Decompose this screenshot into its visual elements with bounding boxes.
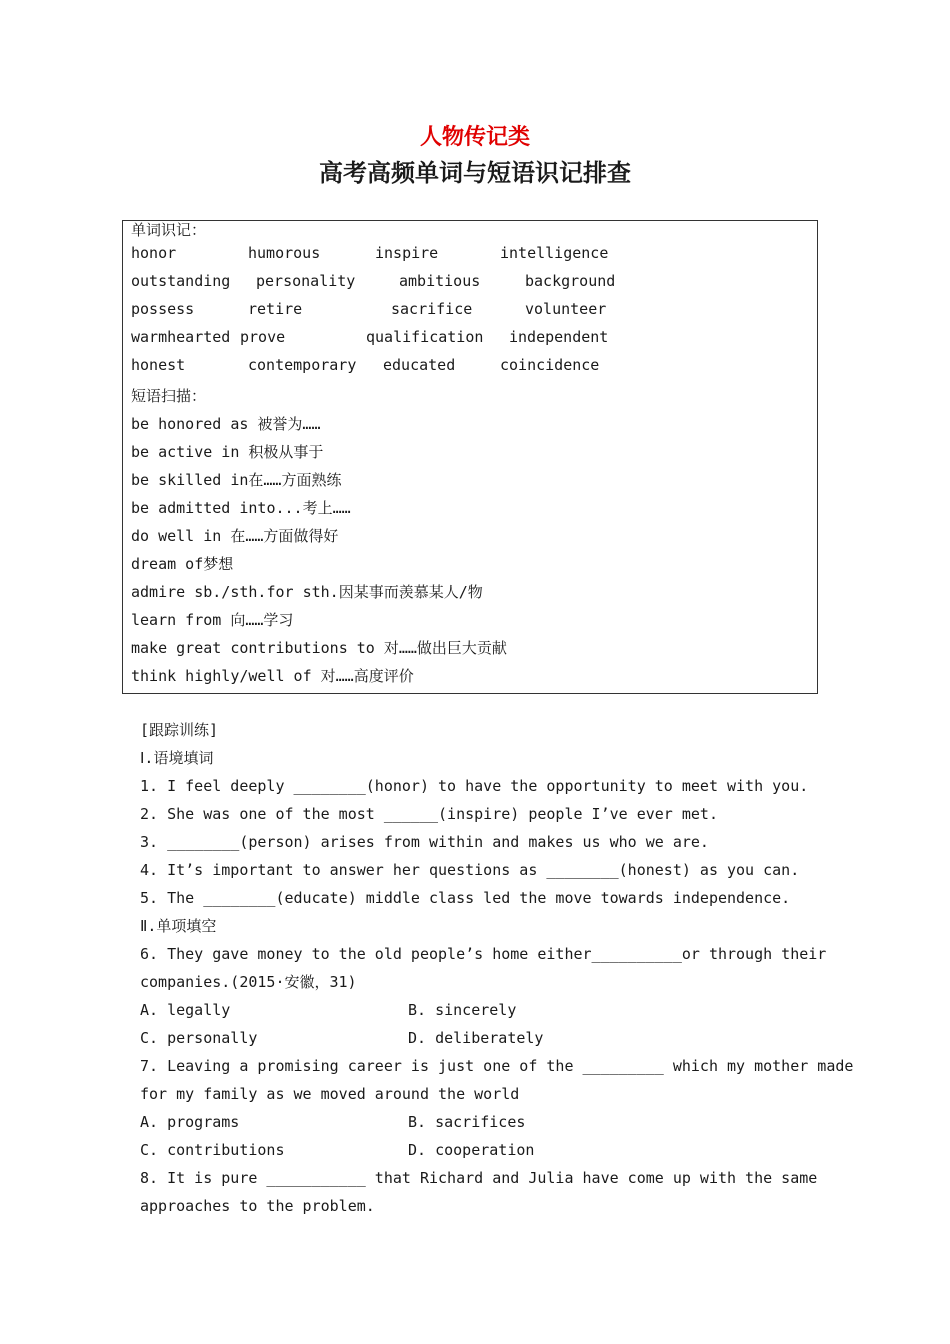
question-6-source: companies.(2015·安徽，31) [140,973,357,991]
vocab-word: honor [131,244,177,262]
vocab-word: prove [240,328,286,346]
exercise-item: 3. ________(person) arises from within and makes us who we are. [140,833,709,851]
phrase-item: learn from 向……学习 [131,611,294,629]
exercise-item: 4. It’s important to answer her questions as ________(honest) as you can. [140,861,800,879]
vocab-word: volunteer [525,300,607,318]
vocab-word: possess [131,300,195,318]
vocab-word: contemporary [248,356,357,374]
option-b: B. sacrifices [408,1113,526,1131]
question-7-text-cont: for my family as we moved around the world [140,1085,520,1103]
question-6-text: 6. They gave money to the old people’s home either__________or through their [140,945,827,963]
phrase-item: do well in 在……方面做得好 [131,527,339,545]
vocab-word: background [525,272,616,290]
phrase-item: be admitted into...考上…… [131,499,351,517]
option-a: A. legally [140,1001,231,1019]
vocab-word: sacrifice [391,300,473,318]
option-c: C. personally [140,1029,258,1047]
vocab-label: 单词识记： [131,221,207,239]
vocab-word: humorous [248,244,321,262]
exercise-item: 2. She was one of the most ______(inspire) people I’ve ever met. [140,805,718,823]
exercise-item: 5. The ________(educate) middle class led the move towards independence. [140,889,791,907]
phrase-item: be honored as 被誉为…… [131,415,321,433]
phrase-item: be active in 积极从事于 [131,443,324,461]
phrase-item: dream of梦想 [131,555,234,573]
question-8-text: 8. It is pure ___________ that Richard and Julia have come up with the same [140,1169,818,1187]
phrases-label: 短语扫描： [131,387,207,405]
section-heading-multiple-choice: Ⅱ.单项填空 [140,917,217,935]
vocab-word: educated [383,356,456,374]
vocab-word: qualification [366,328,484,346]
practice-heading: [跟踪训练] [140,721,219,739]
phrase-item: make great contributions to 对……做出巨大贡献 [131,639,507,657]
vocab-word: honest [131,356,186,374]
phrase-item: be skilled in在……方面熟练 [131,471,342,489]
vocab-word: intelligence [500,244,609,262]
option-a: A. programs [140,1113,240,1131]
question-8-text-cont: approaches to the problem. [140,1197,375,1215]
exercise-item: 1. I feel deeply ________(honor) to have the opportunity to meet with you. [140,777,809,795]
option-b: B. sincerely [408,1001,517,1019]
vocab-word: independent [509,328,609,346]
page-title: 高考高频单词与短语识记排查 [319,159,631,187]
vocab-word: inspire [375,244,439,262]
vocab-word: retire [248,300,303,318]
phrase-item: admire sb./sth.for sth.因某事而羡慕某人/物 [131,583,483,601]
vocab-word: personality [256,272,356,290]
vocab-word: ambitious [399,272,481,290]
option-d: D. cooperation [408,1141,535,1159]
vocab-word: coincidence [500,356,600,374]
question-7-text: 7. Leaving a promising career is just one of the _________ which my mother made [140,1057,854,1075]
section-heading-fill-in: Ⅰ.语境填词 [140,749,214,767]
phrase-item: think highly/well of 对……高度评价 [131,667,414,685]
option-c: C. contributions [140,1141,285,1159]
option-d: D. deliberately [408,1029,544,1047]
category-title: 人物传记类 [419,125,530,150]
vocab-word: warmhearted [131,328,231,346]
vocab-word: outstanding [131,272,231,290]
